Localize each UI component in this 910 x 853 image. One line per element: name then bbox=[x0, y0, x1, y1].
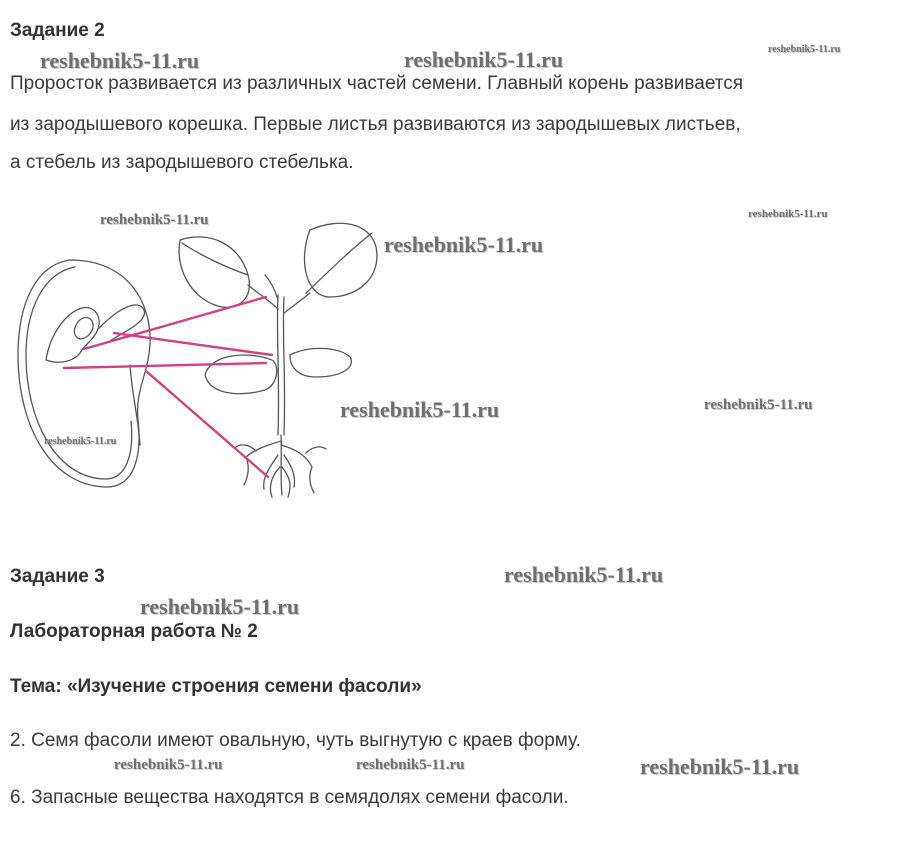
cotyledon-left bbox=[205, 355, 277, 394]
task-2-text-line-2: из зародышевого корешка. Первые листья развиваются из зародышевых листьев, bbox=[10, 114, 741, 135]
pointer-stem-to-stem bbox=[114, 333, 272, 355]
watermark: reshebnik5-11.ru bbox=[504, 562, 664, 587]
seedling-leaf-left-vein bbox=[182, 243, 248, 275]
watermark: reshebnik5-11.ru bbox=[356, 757, 465, 773]
task-3-heading: Задание 3 bbox=[10, 566, 105, 587]
watermark: reshebnik5-11.ru bbox=[384, 232, 544, 257]
watermark: reshebnik5-11.ru bbox=[404, 47, 564, 72]
seedling-leaf-center bbox=[265, 275, 278, 300]
answer-item-6: 6. Запасные вещества находятся в семядолях семени фасоли. bbox=[10, 787, 569, 808]
watermark: reshebnik5-11.ru bbox=[340, 397, 500, 422]
pointer-cotyledon-to-cotyledon bbox=[64, 363, 266, 368]
task-2-heading: Задание 2 bbox=[10, 20, 105, 41]
embryo-bud bbox=[46, 308, 99, 363]
watermark: reshebnik5-11.ru bbox=[44, 436, 117, 447]
answer-item-2: 2. Семя фасоли имеют овальную, чуть выгнутую с краев форму. bbox=[10, 730, 581, 751]
seedling-leaf-right-vein bbox=[306, 233, 372, 293]
watermark: reshebnik5-11.ru bbox=[640, 754, 800, 779]
leaf-petiole-right bbox=[284, 293, 310, 313]
main-root bbox=[281, 435, 282, 495]
watermark: reshebnik5-11.ru bbox=[114, 757, 223, 773]
lab-work-title: Лабораторная работа № 2 bbox=[10, 621, 258, 642]
watermark: reshebnik5-11.ru bbox=[100, 212, 209, 228]
watermark: reshebnik5-11.ru bbox=[40, 48, 200, 73]
cotyledon-right bbox=[290, 348, 351, 377]
lab-topic: Тема: «Изучение строения семени фасоли» bbox=[10, 676, 422, 697]
pointer-root-to-roots bbox=[146, 371, 268, 477]
watermark: reshebnik5-11.ru bbox=[748, 208, 828, 220]
watermark: reshebnik5-11.ru bbox=[768, 44, 841, 55]
watermark: reshebnik5-11.ru bbox=[140, 594, 300, 619]
seedling-stem bbox=[277, 295, 284, 435]
task-2-text-line-1: Проросток развивается из различных частей семени. Главный корень развивается bbox=[10, 73, 744, 94]
seed-seedling-illustration bbox=[10, 205, 390, 515]
task-2-text-line-3: а стебель из зародышевого стебелька. bbox=[10, 152, 354, 173]
watermark: reshebnik5-11.ru bbox=[704, 397, 813, 413]
embryo-leaf bbox=[74, 318, 93, 339]
